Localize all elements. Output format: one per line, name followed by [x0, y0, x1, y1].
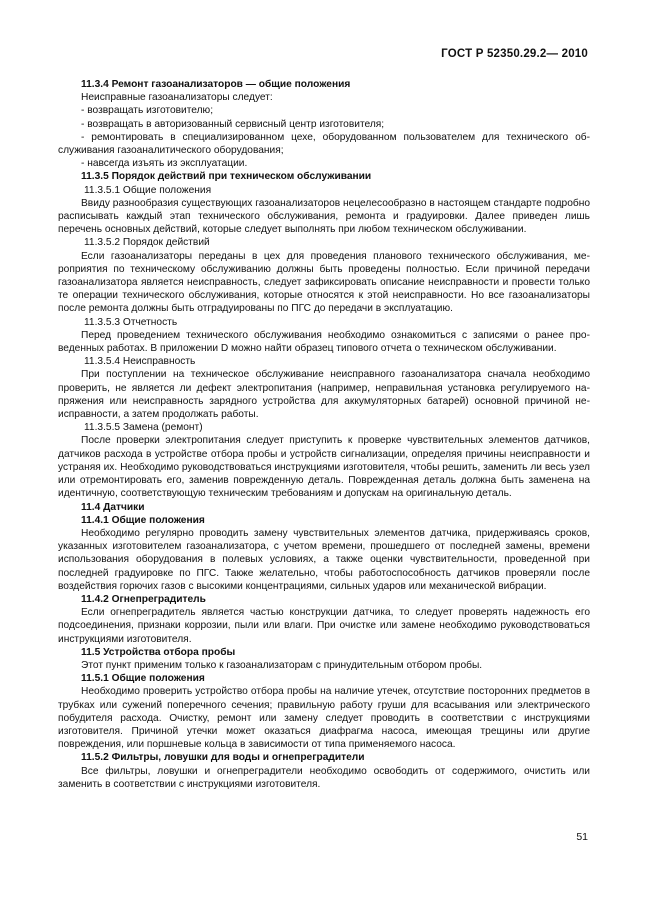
body-paragraph: После проверки электропитания следует приступить к проверке чувствительных элементов датчиков, датчиков расхода в устройстве отбора пробы и устройств сигнализации, определяя причины неисправности и устраняя их. Необходимо руководствоваться инструкциями изготовителя, чтобы решить, заменить ли весь узел или отремонтировать его, заменив поврежденную деталь. Поврежденная деталь должна быть заменена на идентичную, соответствующую техническим требованиям и допускам на оригинальную деталь.: [58, 435, 590, 500]
subsection-heading: 11.3.5.2 Порядок действий: [84, 237, 210, 249]
body-paragraph: При поступлении на техническое обслуживание неисправного газоанализатора сначала необходимо проверить, не является ли дефект электропитания (например, неправильная установка регулируемого напряжения или неисправность зарядного устройства для аккумуляторных батарей) основной причиной неисправности, а затем продолжать работы.: [58, 369, 590, 421]
body-paragraph: Неисправные газоанализаторы следует:: [81, 92, 273, 104]
section-heading: 11.4.2 Огнепреградитель: [81, 593, 206, 605]
body-paragraph: - возвращать в авторизованный сервисный центр изготовителя;: [81, 118, 385, 130]
page-number: 51: [576, 831, 588, 843]
section-heading: 11.3.5 Порядок действий при техническом обслуживании: [81, 171, 372, 183]
body-paragraph: - навсегда изъять из эксплуатации.: [81, 158, 248, 170]
subsection-heading: 11.3.5.3 Отчетность: [84, 316, 178, 328]
subsection-heading: 11.3.5.4 Неисправность: [84, 356, 196, 368]
section-heading: 11.3.4 Ремонт газоанализаторов — общие положения: [81, 79, 351, 90]
body-paragraph: Ввиду разнообразия существующих газоанализаторов нецелесообразно в настоящем стандарте подробно расписывать каждый этап технического обслуживания, ремонта и градуировки. Далее приведен лишь перечень основных действий, которые следует выполнять при любом техническом обслуживании.: [58, 197, 590, 236]
section-heading: 11.5.1 Общие положения: [81, 673, 205, 685]
body-paragraph: Если газоанализаторы переданы в цех для проведения планового технического обслуживания, мероприятия по техническому обслуживанию должны быть проведены полностью. Если причиной передачи газоанализатора является неисправность, следует зафиксировать описание неисправности и провести только те операции технического обслуживания, которые относятся к этой неисправности. Но все газоанализаторы после ремонта должны быть отградуированы по ПГС до передачи в эксплуатацию.: [58, 250, 590, 315]
body-paragraph: Необходимо проверить устройство отбора пробы на наличие утечек, отсутствие посторонних предметов в трубках или сужений поперечного сечения; правильную работу груши для всасывания или электрического побудителя расхода. Очистку, ремонт или замену следует проводить в соответствии с инструкциями изготовителя. Причиной утечки может оказаться диафрагма насоса, имеющая трещины или другие повреждения, или поршневые кольца в зависимости от типа применяемого насоса.: [58, 686, 590, 751]
body-paragraph: Все фильтры, ловушки и огнепреградители необходимо освободить от содержимого, очистить или заменить в соответствии с инструкциями изготовителя.: [58, 765, 590, 790]
body-paragraph: Перед проведением технического обслуживания необходимо ознакомиться с записями о ранее проведенных работах. В приложении D можно найти образец типового отчета о техническом обслуживании.: [58, 329, 590, 355]
document-body: [58, 78, 590, 791]
body-paragraph: Если огнепреградитель является частью конструкции датчика, то следует проверять надежность его подсоединения, признаки коррозии, пыли или влаги. При очистке или замене необходимо руководствоваться инструкциями изготовителя.: [58, 607, 590, 645]
section-heading: 11.4 Датчики: [81, 501, 145, 513]
body-paragraph: - возвращать изготовителю;: [81, 105, 214, 117]
body-paragraph: - ремонтировать в специализированном цехе, оборудованном пользователем для технического обслуживания газоаналитического оборудования;: [58, 131, 590, 157]
body-paragraph: Необходимо регулярно проводить замену чувствительных элементов датчика, придерживаясь сроков, указанных изготовителем газоанализатора, с учетом времени, прошедшего от последней замены, времени использования оборудования в полевых условиях, а также оценки чувствительности, проведенной при последней градуировке по ПГС. Также желательно, чтобы работоспособность датчиков проверяли после воздействия горючих газов с высокими концентрациями, сильных ударов или механической вибрации.: [58, 527, 590, 592]
subsection-heading: 11.3.5.5 Замена (ремонт): [84, 422, 203, 434]
subsection-heading: 11.3.5.1 Общие положения: [84, 184, 212, 196]
body-paragraph: Этот пункт применим только к газоанализаторам с принудительным отбором пробы.: [81, 659, 483, 671]
section-heading: 11.5 Устройства отбора пробы: [81, 646, 236, 658]
section-heading: 11.5.2 Фильтры, ловушки для воды и огнепреградители: [81, 752, 365, 764]
section-heading: 11.4.1 Общие положения: [81, 514, 205, 526]
standard-header: ГОСТ Р 52350.29.2— 2010: [441, 48, 588, 60]
